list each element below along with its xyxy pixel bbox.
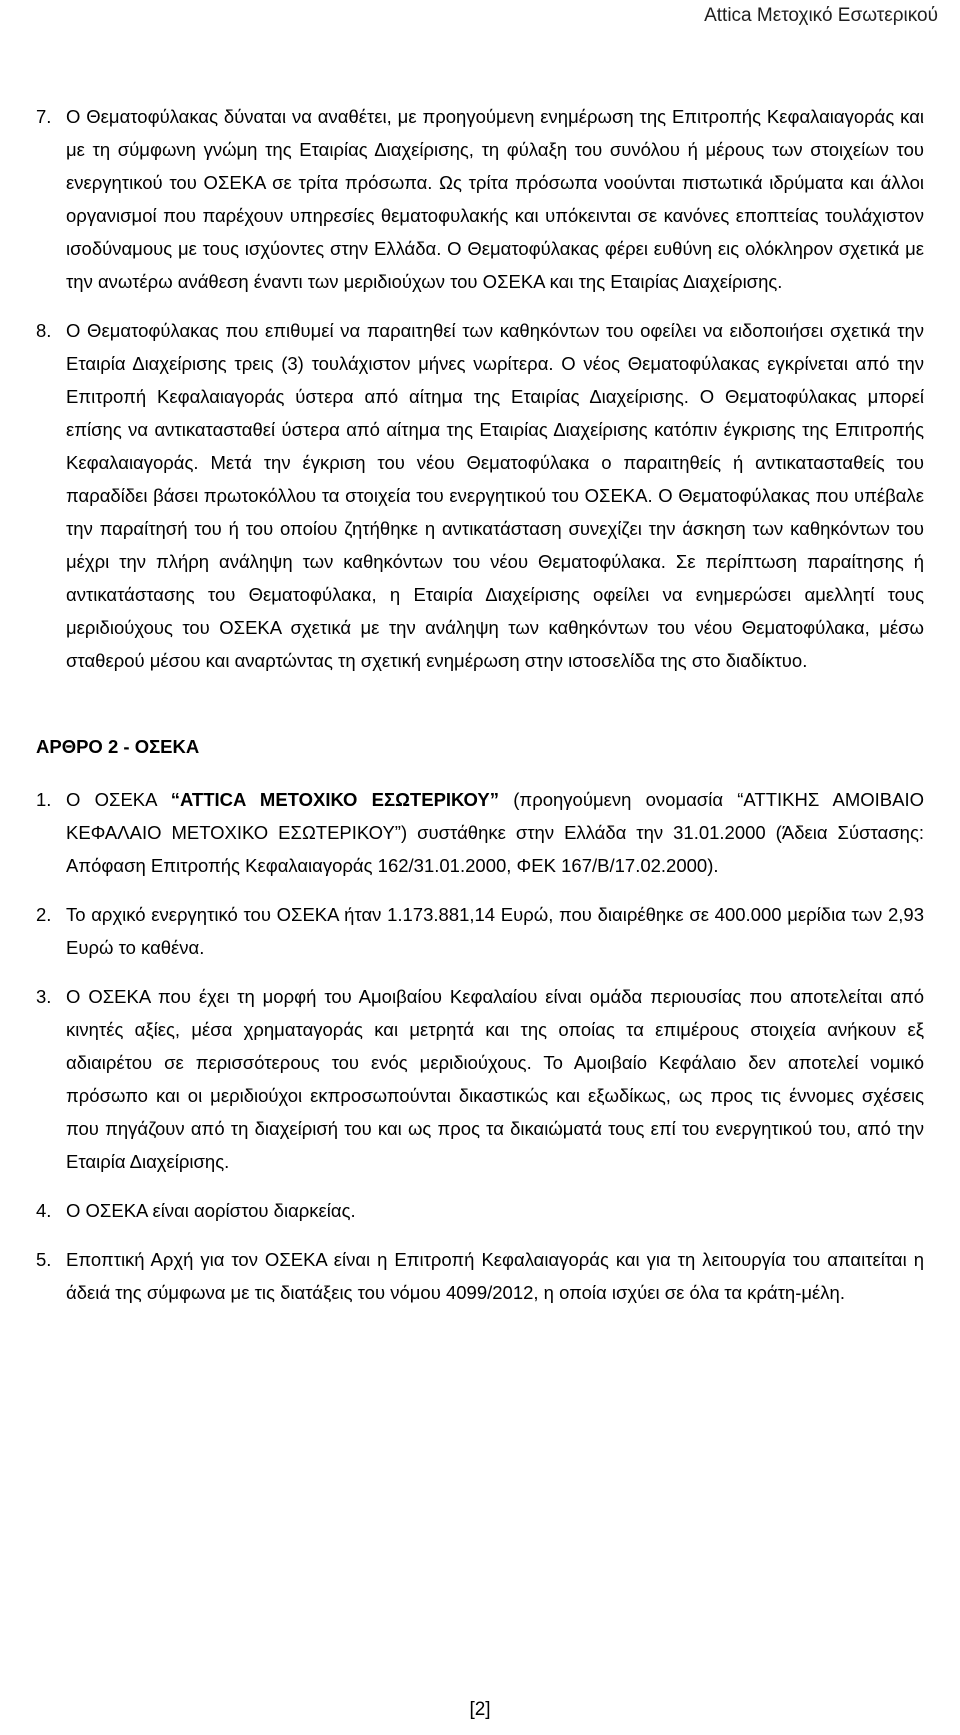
item-text: Ο Θεματοφύλακας δύναται να αναθέτει, με προηγούμενη ενημέρωση της Επιτροπής Κεφαλαιαγοράς και με τη σύμφωνη γνώμη της Εταιρίας Διαχείρισης, τη φύλαξη του συνόλου ή μέρους των στοιχείων του ενεργητικού του ΟΣΕΚΑ σε τρίτα πρόσωπα. Ως τρίτα πρόσωπα νοούνται πιστωτικά ιδρύματα και άλλοι οργανισμοί που παρέχουν υπηρεσίες θεματοφυλακής και υπόκεινται σε κανόνες εποπτείας τουλάχιστον ισοδύναμους με τους ισχύοντες στην Ελλάδα. Ο Θεματοφύλακας φέρει ευθύνη εις ολόκληρον σχετικά με την ανωτέρω ανάθεση έναντι των μεριδιούχων του ΟΣΕΚΑ και της Εταιρίας Διαχείρισης. [66, 106, 924, 292]
paragraph-article2-item-2 [36, 898, 924, 964]
item-text: Ο ΟΣΕΚΑ είναι αορίστου διαρκείας. [66, 1200, 356, 1221]
paragraph-item-8 [36, 314, 924, 677]
item-text: Ο Θεματοφύλακας που επιθυμεί να παραιτηθεί των καθηκόντων του οφείλει να ειδοποιήσει σχετικά την Εταιρία Διαχείρισης τρεις (3) τουλάχιστον μήνες νωρίτερα. Ο νέος Θεματοφύλακας εγκρίνεται από την Επιτροπή Κεφαλαιαγοράς ύστερα από αίτημα της Εταιρίας Διαχείρισης. Ο Θεματοφύλακας μπορεί επίσης να αντικατασταθεί ύστερα από αίτημα της Εταιρίας Διαχείρισης κατόπιν έγκρισης της Επιτροπής Κεφαλαιαγοράς. Μετά την έγκριση του νέου Θεματοφύλακα ο παραιτηθείς ή αντικατασταθείς του παραδίδει βάσει πρωτοκόλλου τα στοιχεία του ενεργητικού του ΟΣΕΚΑ. Ο Θεματοφύλακας που υπέβαλε την παραίτησή του ή του οποίου ζητήθηκε η αντικατάσταση συνεχίζει την άσκηση των καθηκόντων του μέχρι την πλήρη ανάληψη των καθηκόντων του νέου Θεματοφύλακα. Σε περίπτωση παραίτησης ή αντικατάστασης του Θεματοφύλακα, η Εταιρία Διαχείρισης οφείλει να ενημερώσει αμελλητί τους μεριδιούχους του ΟΣΕΚΑ σχετικά με την ανάληψη των καθηκόντων του νέου Θεματοφύλακα, μέσω σταθερού μέσου και αναρτώντας τη σχετική ενημέρωση στην ιστοσελίδα της στο διαδίκτυο. [66, 320, 924, 671]
item-number: 8. [36, 320, 52, 341]
paragraph-article2-item-5 [36, 1243, 924, 1309]
item-text-post: (προηγούμενη ονομασία “ΑΤΤΙΚΗΣ ΑΜΟΙΒΑΙΟ ΚΕΦΑΛΑΙΟ ΜΕΤΟΧΙΚΟ ΕΣΩΤΕΡΙΚΟΥ”) συστάθηκε στην Ελλάδα την 31.01.2000 (Άδεια Σύστασης: Απόφαση Επιτροπής Κεφαλαιαγοράς 162/31.01.2000, ΦΕΚ 167/Β/17.02.2000). [66, 789, 924, 876]
item-text: Ο ΟΣΕΚΑ που έχει τη μορφή του Αμοιβαίου Κεφαλαίου είναι ομάδα περιουσίας που αποτελείται από κινητές αξίες, μέσα χρηματαγοράς και μετρητά και της οποίας τα επιμέρους στοιχεία ανήκουν εξ αδιαιρέτου σε περισσότερους του ενός μεριδιούχους. Το Αμοιβαίο Κεφάλαιο δεν αποτελεί νομικό πρόσωπο και οι μεριδιούχοι εκπροσωπούνται δικαστικώς και εξωδίκως, ως προς τις έννομες σχέσεις που πηγάζουν από τη διαχείρισή του και ως προς τα δικαιώματά τους επί του ενεργητικού του, από την Εταιρία Διαχείρισης. [66, 986, 924, 1172]
item-text: Το αρχικό ενεργητικό του ΟΣΕΚΑ ήταν 1.173.881,14 Ευρώ, που διαιρέθηκε σε 400.000 μερίδια των 2,93 Ευρώ το καθένα. [66, 904, 924, 958]
section-heading: ΑΡΘΡΟ 2 - ΟΣΕΚΑ [36, 736, 200, 757]
document-header-title: Attica Μετοχικό Εσωτερικού [704, 5, 938, 26]
paragraph-article2-item-3 [36, 980, 924, 1178]
item-number: 3. [36, 986, 52, 1007]
paragraph-article2-item-4 [36, 1194, 924, 1227]
item-number: 2. [36, 904, 52, 925]
item-number: 1. [36, 789, 52, 810]
item-number: 5. [36, 1249, 52, 1270]
fund-name: “ATTICA ΜΕΤΟΧΙΚΟ ΕΣΩΤΕΡΙΚΟΥ” [170, 789, 500, 810]
item-text-pre: Ο ΟΣΕΚΑ [66, 789, 171, 810]
item-number: 7. [36, 106, 52, 127]
paragraph-item-7 [36, 100, 924, 298]
page-number: [2] [469, 1699, 491, 1720]
document-body [36, 100, 924, 1309]
item-number: 4. [36, 1200, 52, 1221]
item-text: Εποπτική Αρχή για τον ΟΣΕΚΑ είναι η Επιτροπή Κεφαλαιαγοράς και για τη λειτουργία του απαιτείται η άδειά της σύμφωνα με τις διατάξεις του νόμου 4099/2012, η οποία ισχύει σε όλα τα κράτη-μέλη. [66, 1249, 924, 1303]
paragraph-article2-item-1 [36, 783, 924, 882]
